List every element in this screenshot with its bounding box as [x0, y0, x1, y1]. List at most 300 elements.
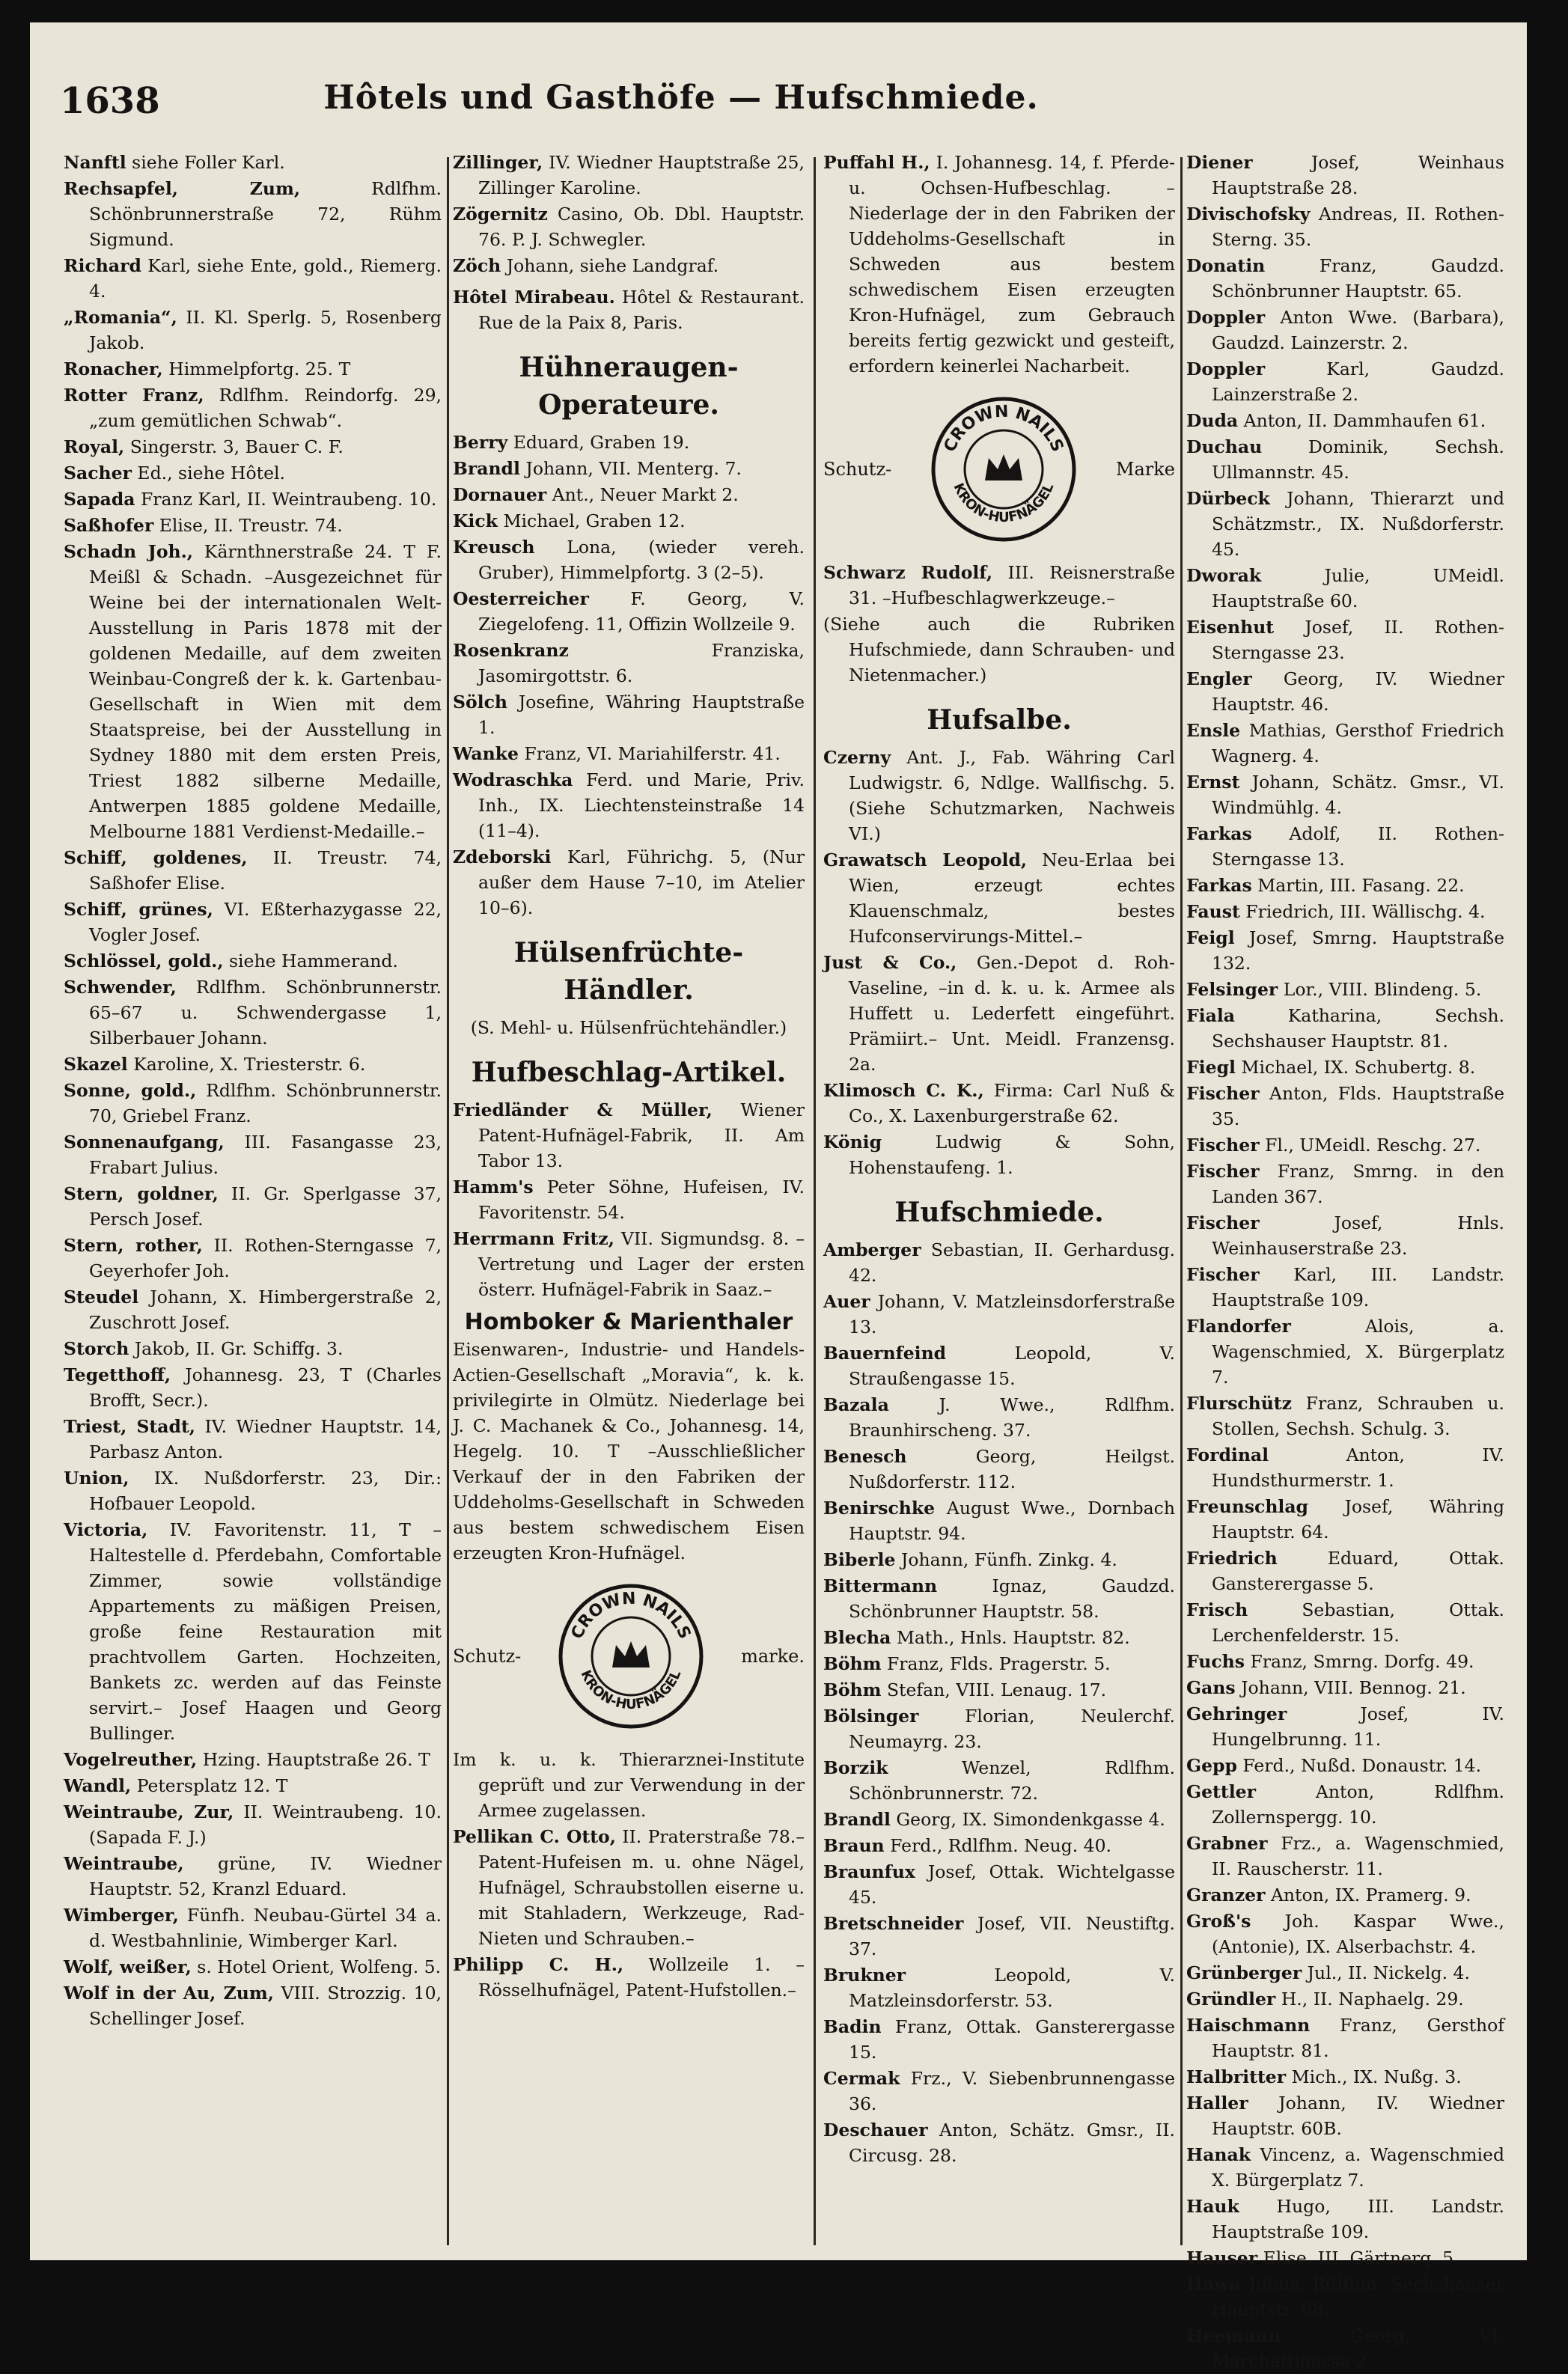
entry-name: Storch [64, 1338, 129, 1359]
entry-text: Josef, Weinhaus Hauptstraße 28. [1212, 152, 1504, 198]
entry-name: Berry [453, 432, 508, 453]
entry-name: Hamm's [453, 1177, 534, 1197]
entry-text: II. Weintraubeng. 10. (Sapada F. J.) [89, 1801, 442, 1848]
entry-name: Dürbeck [1186, 488, 1270, 509]
entry-text: Josef, Währing Hauptstr. 64. [1212, 1496, 1504, 1543]
list-item [823, 2014, 1175, 2065]
entry-name: Bittermann [823, 1575, 938, 1596]
list-item [64, 1336, 442, 1361]
entry-text: Wollzeile 1. –Rösselhufnägel, Patent-Hufstollen.– [478, 1954, 805, 2001]
crown-nails-seal-icon [556, 1581, 706, 1731]
entry-name: Kick [453, 510, 498, 531]
list-item [1186, 2271, 1504, 2322]
entry-text: Anton, II. Dammhaufen 61. [1243, 410, 1486, 431]
section-heading: Hühneraugen-Operateure. [519, 352, 739, 421]
entry-text: Julius, Rdlfhm. Sechshauser Hauptstr. 68. [1212, 2274, 1504, 2320]
entry-text: Georg, IX. Simondenkgasse 4. [896, 1809, 1165, 1830]
entry-name: Schwarz Rudolf, [823, 562, 993, 583]
entry-text: Michael, IX. Schubertg. 8. [1241, 1057, 1476, 1078]
entry-text: F. Georg, V. Ziegelofeng. 11, Offizin Wollzeile 9. [478, 588, 805, 635]
entry-name: Ensle [1186, 720, 1241, 741]
entry-text: II. Treustr. 74, Saßhofer Elise. [89, 847, 442, 894]
entry-text: Franz, Flds. Pragerstr. 5. [886, 1653, 1111, 1674]
entry-name: Borzik [823, 1757, 888, 1778]
list-item [453, 1952, 805, 2003]
column-1 [64, 150, 442, 2245]
entry-text: Johann, VIII. Bennog. 21. [1241, 1677, 1466, 1698]
entry-name: Steudel [64, 1287, 139, 1307]
column-divider [1180, 157, 1183, 2245]
entry-name: Badin [823, 2016, 882, 2037]
list-item [64, 1799, 442, 1850]
crown-nails-seal-icon [929, 394, 1079, 544]
entry-name: Brukner [823, 1965, 906, 1986]
entry-text: Adolf, II. Rothen-Sterngasse 13. [1212, 823, 1504, 870]
list-item [64, 486, 442, 512]
list-item [1186, 718, 1504, 769]
entry-text: II. Praterstraße 78.–Patent-Hufeisen m. u. ohne Nägel, Hufnägel, Schraubstollen eiserne u. mit Stahladern, Werkzeuge, Rad-Nieten und Schrauben.– [478, 1826, 805, 1949]
entry-name: Grabner [1186, 1833, 1268, 1854]
list-item [1186, 2013, 1504, 2063]
list-item [64, 1902, 442, 1953]
entry-name: Royal, [64, 436, 125, 457]
entry-name: Ronacher, [64, 358, 163, 379]
entry-name: Böhm [823, 1679, 882, 1700]
list-item [453, 1747, 805, 1823]
entry-name: Fordinal [1186, 1444, 1269, 1465]
entry-name: Schadn Joh., [64, 541, 193, 562]
entry-name: Wanke [453, 743, 519, 764]
entry-text: Karoline, X. Triesterstr. 6. [133, 1054, 366, 1075]
entry-text: Anton, Rdlfhm. Zollernspergg. 10. [1212, 1781, 1504, 1828]
entry-name: Tegetthoff, [64, 1364, 171, 1385]
entry-text: Frz., V. Siebenbrunnengasse 36. [849, 2068, 1175, 2114]
entry-name: Bölsinger [823, 1706, 919, 1727]
entry-name: Groß's [1186, 1911, 1251, 1932]
list-item [823, 1677, 1175, 1703]
entry-text: Fünfh. Neubau-Gürtel 34 a. d. Westbahnlinie, Wimberger Karl. [89, 1905, 442, 1951]
list-item [823, 560, 1175, 611]
entry-name: Wandl, [64, 1775, 132, 1796]
entry-name: Schiff, grünes, [64, 899, 213, 920]
entry-text: Josef, IV. Hungelbrunng. 11. [1212, 1703, 1504, 1750]
entry-name: Sacher [64, 463, 132, 483]
list-item [1186, 1262, 1504, 1313]
entry-text: Rdlfhm. Schönbrunnerstr. 65–67 u. Schwendergasse 1, Silberbauer Johann. [89, 977, 442, 1049]
list-item [64, 539, 442, 844]
advert-text: Eisenwaren-, Industrie- und Handels-Actien-Gesellschaft „Moravia“, k. k. privilegirte in Olmütz. Niederlage bei J. C. Machanek & Co., Johannesg. 14, Hegelg. 10. T –Ausschließlicher Verkauf der in den Fabriken der Uddeholms-Gesellschaft in Schweden aus bestem schwedischem Eisen erzeugten Kron-Hufnägel. [453, 1339, 805, 1563]
list-item [823, 1573, 1175, 1624]
entry-name: Schiff, goldenes, [64, 847, 248, 868]
entry-text: Leopold, V. Matzleinsdorferstr. 53. [849, 1965, 1175, 2011]
list-item [453, 1226, 805, 1302]
list-item [823, 1340, 1175, 1391]
entry-text: Julie, UMeidl. Hauptstraße 60. [1212, 565, 1504, 611]
entry-text: Michael, Graben 12. [503, 510, 686, 531]
entry-text: Sebastian, II. Gerhardusg. 42. [849, 1239, 1175, 1286]
page-header [60, 79, 1302, 131]
entry-text: Hôtel & Restaurant. Rue de la Paix 8, Paris. [478, 287, 805, 333]
list-item [453, 534, 805, 585]
list-item [823, 1392, 1175, 1443]
list-item [823, 1547, 1175, 1572]
stamp-right-label: marke. [741, 1646, 805, 1667]
entry-name: „Romania“, [64, 307, 177, 328]
directory-page [30, 22, 1527, 2372]
list-item [1186, 1159, 1504, 1209]
entry-name: Eisenhut [1186, 617, 1275, 638]
entry-text: IX. Nußdorferstr. 23, Dir.: Hofbauer Leopold. [89, 1468, 442, 1514]
list-item [1186, 1882, 1504, 1908]
list-item [1186, 2142, 1504, 2193]
entry-text: Johann, Thierarzt und Schätzmstr., IX. Nußdorferstr. 45. [1212, 488, 1504, 560]
list-item [453, 253, 805, 278]
entry-text: Georg, VI. Marchettigasse 2. [1212, 2325, 1504, 2372]
entry-name: Ernst [1186, 772, 1240, 793]
list-item [823, 1962, 1175, 2013]
entry-name: Hauser [1186, 2248, 1258, 2268]
entry-name: Sonne, gold., [64, 1080, 197, 1101]
entry-text: Singerstr. 3, Bauer C. F. [129, 436, 344, 457]
column-2 [453, 150, 805, 2245]
entry-name: Flurschütz [1186, 1393, 1292, 1414]
entry-name: Haller [1186, 2093, 1248, 2114]
entry-text: I. Johannesg. 14, f. Pferde- u. Ochsen-Hufbeschlag. –Niederlage der in den Fabriken der Uddeholms-Gesellschaft in Schweden aus bestem schwedischem Eisen erzeugten Kron-Hufnägel, zum Gebrauch bereits fertig gezwickt und gesteift, erfordern keinerlei Nacharbeit. [849, 152, 1175, 376]
entry-name: Flandorfer [1186, 1316, 1291, 1337]
entry-name: Fischer [1186, 1212, 1260, 1233]
list-item [64, 513, 442, 538]
entry-name: Bretschneider [823, 1913, 964, 1934]
entry-name: Zillinger, [453, 152, 543, 173]
entry-text: (Siehe auch die Rubriken Hufschmiede, dann Schrauben- und Nietenmacher.) [823, 614, 1175, 686]
list-item [1186, 1442, 1504, 1493]
entry-text: Im k. u. k. Thierarznei-Institute geprüft und zur Verwendung in der Armee zugelassen. [453, 1749, 805, 1821]
list-item [1186, 1986, 1504, 2012]
list-item [1186, 486, 1504, 562]
list-item [823, 1911, 1175, 1962]
list-item [1186, 1003, 1504, 1054]
list-item [64, 1465, 442, 1516]
entry-text: VI. Eßterhazygasse 22, Vogler Josef. [89, 899, 442, 945]
list-item [1186, 1081, 1504, 1132]
entry-text: Dominik, Sechsh. Ullmannstr. 45. [1212, 436, 1504, 483]
entry-text: Petersplatz 12. T [136, 1775, 288, 1796]
entry-name: Stern, rother, [64, 1235, 203, 1256]
entry-text: Katharina, Sechsh. Sechshauser Hauptstr. 81. [1212, 1005, 1504, 1052]
entry-text: Fl., UMeidl. Reschg. 27. [1265, 1135, 1481, 1156]
entry-text: Sebastian, Ottak. Lerchenfelderstr. 15. [1212, 1599, 1504, 1646]
list-item [64, 150, 442, 175]
list-item [453, 508, 805, 534]
list-item [1186, 2323, 1504, 2374]
list-item [1186, 1753, 1504, 1778]
entry-text: Friedrich, III. Wällischg. 4. [1245, 901, 1486, 922]
list-item [1186, 899, 1504, 924]
entry-name: Gründler [1186, 1989, 1276, 2010]
list-item [1186, 1545, 1504, 1596]
list-item [64, 1517, 442, 1746]
entry-name: Duda [1186, 410, 1239, 431]
list-item [1186, 1960, 1504, 1986]
list-item [823, 150, 1175, 379]
list-item [1186, 150, 1504, 201]
list-item [64, 1954, 442, 1980]
list-item [1186, 201, 1504, 252]
entry-text: II. Gr. Sperlgasse 37, Persch Josef. [89, 1183, 442, 1230]
entry-text: Wiener Patent-Hufnägel-Fabrik, II. Am Tabor 13. [478, 1099, 805, 1171]
entry-name: Pellikan C. Otto, [453, 1826, 616, 1847]
advert-title: Homboker & Marienthaler [464, 1309, 793, 1335]
entry-text: Georg, Heilgst. Nußdorferstr. 112. [849, 1446, 1175, 1492]
entry-name: Fischer [1186, 1264, 1260, 1285]
entry-text: Josef, VII. Neustiftg. 37. [849, 1913, 1175, 1959]
entry-name: Friedländer & Müller, [453, 1099, 713, 1120]
entry-text: Karl, Gaudzd. Lainzerstraße 2. [1212, 358, 1504, 405]
list-item [823, 1807, 1175, 1832]
column-divider [814, 157, 816, 2245]
trademark-stamp [823, 391, 1175, 548]
entry-text: Franz, Ottak. Gansterergasse 15. [849, 2016, 1175, 2063]
entry-name: Felsinger [1186, 979, 1278, 1000]
entry-text: Johann, siehe Landgraf. [506, 255, 719, 276]
entry-name: Bazala [823, 1394, 889, 1415]
list-item [823, 847, 1175, 949]
entry-text: Anton, IV. Hundsthurmerstr. 1. [1212, 1444, 1504, 1491]
entry-name: Farkas [1186, 823, 1252, 844]
entry-name: Duchau [1186, 436, 1263, 457]
list-item [1186, 925, 1504, 976]
list-item [64, 1233, 442, 1284]
entry-name: Zdeborski [453, 846, 552, 867]
entry-text: Casino, Ob. Dbl. Hauptstr. 76. P. J. Schwegler. [478, 204, 805, 250]
section-heading: Hufbeschlag-Artikel. [471, 1057, 787, 1088]
list-item [1186, 769, 1504, 820]
list-item [823, 1651, 1175, 1676]
entry-name: Gepp [1186, 1755, 1237, 1776]
list-item [1186, 821, 1504, 872]
list-item [1186, 2194, 1504, 2245]
list-item [64, 253, 442, 304]
entry-name: Victoria, [64, 1519, 148, 1540]
entry-text: Ed., siehe Hôtel. [137, 463, 286, 483]
list-item [64, 1181, 442, 1232]
entry-name: Saßhofer [64, 515, 154, 536]
list-item [823, 1495, 1175, 1546]
entry-name: Fiegl [1186, 1057, 1236, 1078]
entry-name: Blecha [823, 1627, 891, 1648]
entry-name: Wodraschka [453, 769, 573, 790]
entry-name: Vogelreuther, [64, 1749, 198, 1770]
entry-text: Rdlfhm. Schönbrunnerstr. 70, Griebel Franz. [89, 1080, 442, 1126]
list-item [1186, 1132, 1504, 1158]
entry-name: Weintraube, Zur, [64, 1801, 234, 1822]
entry-name: Hôtel Mirabeau. [453, 287, 615, 308]
list-item [1186, 434, 1504, 485]
list-item [1186, 1210, 1504, 1261]
entry-text: II. Rothen-Sterngasse 7, Geyerhofer Joh. [89, 1235, 442, 1281]
entry-name: Faust [1186, 901, 1240, 922]
list-item [1186, 1701, 1504, 1752]
entry-text: Franz, Gersthof Hauptstr. 81. [1212, 2015, 1504, 2061]
list-item [64, 948, 442, 974]
entry-text: Johann, V. Matzleinsdorferstraße 13. [849, 1291, 1175, 1337]
entry-text: Firma: Carl Nuß & Co., X. Laxenburgerstraße 62. [849, 1080, 1175, 1126]
list-item [64, 1129, 442, 1180]
entry-text: Franz, VI. Mariahilferstr. 41. [524, 743, 781, 764]
entry-text: Franz, Smrng. Dorfg. 49. [1250, 1651, 1474, 1672]
entry-name: Grünberger [1186, 1962, 1302, 1983]
entry-name: Czerny [823, 747, 891, 768]
list-item [1186, 1597, 1504, 1648]
entry-name: Hauk [1186, 2196, 1239, 2217]
stamp-right-label: Marke [1115, 459, 1175, 480]
list-item [64, 1078, 442, 1129]
entry-name: Bauernfeind [823, 1343, 947, 1364]
entry-name: Nanftl [64, 152, 126, 173]
list-item [1186, 305, 1504, 356]
list-item [823, 1237, 1175, 1288]
list-item [1186, 666, 1504, 717]
list-item [64, 356, 442, 382]
entry-name: Friedrich [1186, 1548, 1278, 1569]
entry-text: Franziska, Jasomirgottstr. 6. [478, 640, 805, 686]
entry-text: Anton, Flds. Hauptstraße 35. [1212, 1083, 1504, 1129]
list-item [64, 1851, 442, 1902]
entry-name: Dornauer [453, 484, 547, 505]
list-item [1186, 1779, 1504, 1830]
entry-text: Peter Söhne, Hufeisen, IV. Favoritenstr. 54. [478, 1177, 805, 1223]
entry-text: Georg, IV. Wiedner Hauptstr. 46. [1212, 668, 1504, 715]
entry-text: siehe Foller Karl. [132, 152, 285, 173]
entry-name: Zöch [453, 255, 501, 276]
entry-text: Leopold, V. Straußengasse 15. [849, 1343, 1175, 1389]
list-item [453, 1824, 805, 1951]
entry-name: Skazel [64, 1054, 128, 1075]
entry-text: Anton Wwe. (Barbara), Gaudzd. Lainzerstr. 2. [1212, 307, 1504, 353]
entry-text: Mich., IX. Nußg. 3. [1291, 2066, 1462, 2087]
list-item [453, 638, 805, 689]
entry-text: II. Kl. Sperlg. 5, Rosenberg Jakob. [89, 307, 442, 353]
section-heading: Hufsalbe. [927, 704, 1072, 736]
entry-text: III. Reisnerstraße 31. –Hufbeschlagwerkzeuge.– [849, 562, 1175, 608]
list-item [453, 201, 805, 252]
page-title: Hôtels und Gasthöfe — Hufschmiede. [323, 79, 1039, 117]
entry-name: Fischer [1186, 1083, 1260, 1104]
entry-name: Wolf in der Au, Zum, [64, 1983, 274, 2004]
entry-text: Ant., Neuer Markt 2. [552, 484, 739, 505]
entry-name: Divischofsky [1186, 204, 1311, 225]
list-item [823, 611, 1175, 688]
entry-text: Franz, Gaudzd. Schönbrunner Hauptstr. 65. [1212, 255, 1504, 302]
entry-text: IV. Favoritenstr. 11, T –Haltestelle d. Pferdebahn, Comfortable Zimmer, sowie vollständige Appartements zu mäßigen Preisen, große feine Restauration mit prachtvollem Garten. Hochzeiten, Bankets zc. werden auf das Feinste servirt.– Josef Haagen und Georg Bullinger. [89, 1519, 442, 1744]
list-item [823, 2117, 1175, 2168]
entry-text: s. Hotel Orient, Wolfeng. 5. [197, 1956, 442, 1977]
list-item [453, 844, 805, 921]
list-item [823, 950, 1175, 1077]
list-item [64, 176, 442, 252]
svg-text:KRON-HUFNÄGEL: KRON-HUFNÄGEL [950, 480, 1058, 526]
list-item [64, 1414, 442, 1465]
entry-text: Vincenz, a. Wagenschmied X. Bürgerplatz 7. [1212, 2144, 1504, 2191]
list-item [823, 1129, 1175, 1180]
entry-name: Schwender, [64, 977, 177, 998]
entry-name: Hanak [1186, 2144, 1251, 2165]
entry-name: Dworak [1186, 565, 1262, 586]
entry-name: Klimosch C. K., [823, 1080, 984, 1101]
entry-text: Hzing. Hauptstraße 26. T [202, 1749, 430, 1770]
svg-text:CROWN NAILS: CROWN NAILS [567, 1589, 695, 1642]
entry-name: Wolf, weißer, [64, 1956, 192, 1977]
entry-name: Donatin [1186, 255, 1266, 276]
list-item [823, 1703, 1175, 1754]
entry-name: Gehringer [1186, 1703, 1287, 1724]
section-heading: Hufschmiede. [894, 1197, 1104, 1228]
entry-text: Joh. Kaspar Wwe., (Antonie), IX. Alserbachstr. 4. [1212, 1911, 1504, 1957]
list-item [453, 284, 805, 335]
entry-text: Josef, Smrng. Hauptstraße 132. [1212, 927, 1504, 974]
entry-text: Karl, III. Landstr. Hauptstraße 109. [1212, 1264, 1504, 1310]
list-item [1186, 1908, 1504, 1959]
entry-text: Frz., a. Wagenschmied, II. Rauscherstr. 11. [1212, 1833, 1504, 1879]
list-item [1186, 408, 1504, 433]
entry-text: Jul., II. Nickelg. 4. [1307, 1962, 1470, 1983]
list-item [64, 1980, 442, 2031]
entry-text: Eduard, Graben 19. [513, 432, 690, 453]
entry-text: grüne, IV. Wiedner Hauptstr. 52, Kranzl Eduard. [89, 1853, 442, 1899]
entry-name: Schlössel, gold., [64, 950, 224, 971]
entry-name: Hawa [1186, 2274, 1241, 2295]
entry-name: Fuchs [1186, 1651, 1245, 1672]
stamp-left-label: Schutz- [823, 459, 892, 480]
list-item [1186, 1391, 1504, 1441]
list-item [823, 1625, 1175, 1650]
entry-text: Karl, Führichg. 5, (Nur außer dem Hause 7–10, im Atelier 10–6). [478, 846, 805, 918]
entry-text: H., II. Naphaelg. 29. [1281, 1989, 1464, 2010]
column-3 [823, 150, 1175, 2245]
entry-name: Doppler [1186, 307, 1266, 328]
entry-text: Ferd. und Marie, Priv. Inh., IX. Liechtensteinstraße 14 (11–4). [478, 769, 805, 841]
entry-name: Diener [1186, 152, 1253, 173]
entry-name: Braunfux [823, 1861, 915, 1882]
entry-name: Stern, goldner, [64, 1183, 219, 1204]
entry-text: Josef, Hnls. Weinhauserstraße 23. [1212, 1212, 1504, 1259]
entry-text: Mathias, Gersthof Friedrich Wagnerg. 4. [1212, 720, 1504, 766]
entry-name: Benirschke [823, 1498, 936, 1519]
entry-text: IV. Wiedner Hauptstr. 14, Parbasz Anton. [89, 1416, 442, 1462]
entry-text: Martin, III. Fasang. 22. [1257, 875, 1465, 896]
entry-name: Engler [1186, 668, 1252, 689]
entry-text: Ferd., Rdlfhm. Neug. 40. [890, 1835, 1112, 1856]
list-item [1186, 1831, 1504, 1882]
entry-name: Richard [64, 255, 141, 276]
entry-text: Ferd., Nußd. Donaustr. 14. [1242, 1755, 1482, 1776]
entry-text: Alois, a. Wagenschmied, X. Bürgerplatz 7. [1212, 1316, 1504, 1388]
list-item [1186, 873, 1504, 898]
list-item [823, 1833, 1175, 1858]
entry-text: VII. Sigmundsg. 8. –Vertretung und Lager der ersten österr. Hufnägel-Fabrik in Saaz.– [478, 1228, 805, 1300]
list-item [453, 741, 805, 766]
entry-name: Sapada [64, 489, 135, 510]
entry-text: Elise, III. Gärtnerg. 5. [1263, 2248, 1459, 2268]
list-item [64, 1284, 442, 1335]
list-item [823, 2066, 1175, 2117]
entry-text: Ignaz, Gaudzd. Schönbrunner Hauptstr. 58. [849, 1575, 1175, 1622]
entry-text: IV. Wiedner Hauptstraße 25, Zillinger Karoline. [478, 152, 805, 198]
list-item [823, 1444, 1175, 1495]
entry-name: Biberle [823, 1549, 896, 1570]
entry-text: Lor., VIII. Blindeng. 5. [1283, 979, 1482, 1000]
list-item [453, 1174, 805, 1225]
